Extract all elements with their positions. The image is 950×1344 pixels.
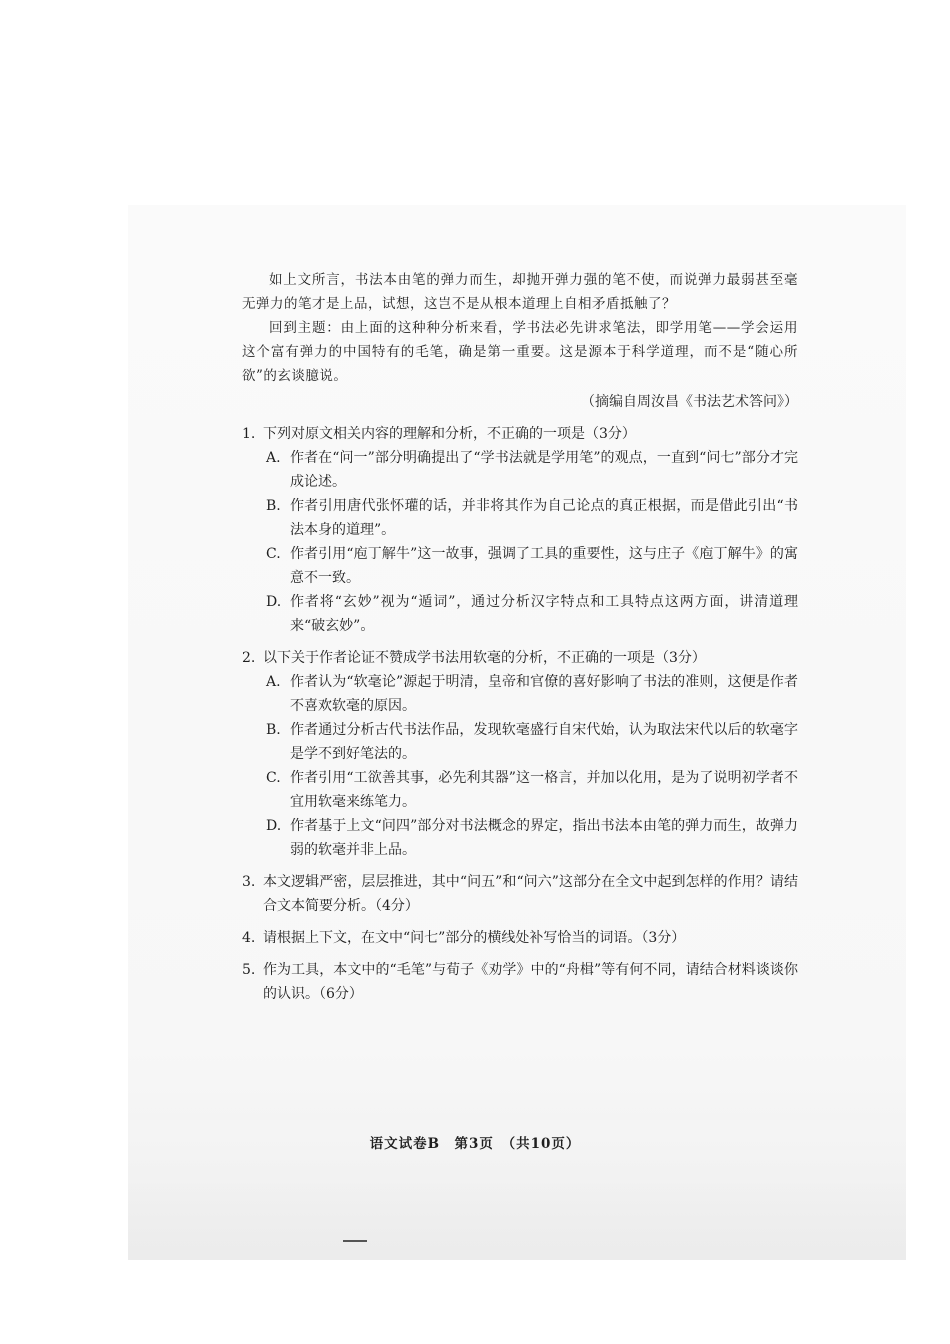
option-c bbox=[266, 542, 798, 590]
scan-mark bbox=[343, 1240, 367, 1242]
question-number: 4. bbox=[242, 930, 256, 946]
option-text: 作者在“问一”部分明确提出了“学书法就是学用笔”的观点，一直到“问七”部分才完成论述。 bbox=[290, 450, 798, 490]
option-text: 作者认为“软毫论”源起于明清，皇帝和官僚的喜好影响了书法的准则，这便是作者不喜欢软毫的原因。 bbox=[290, 674, 798, 714]
option-text: 作者基于上文“问四”部分对书法概念的界定，指出书法本由笔的弹力而生，故弹力弱的软毫并非上品。 bbox=[290, 818, 798, 858]
page-footer: 语文试卷B 第3页 （共10页） bbox=[369, 1136, 581, 1152]
option-letter: B. bbox=[266, 722, 281, 738]
question-stem: 本文逻辑严密，层层推进，其中“问五”和“问六”这部分在全文中起到怎样的作用？请结合文本简要分析。（4分） bbox=[263, 874, 798, 914]
passage-paragraph: 如上文所言，书法本由笔的弹力而生，却抛开弹力强的笔不使，而说弹力最弱甚至毫无弹力的笔才是上品，试想，这岂不是从根本道理上自相矛盾抵触了？ bbox=[242, 272, 798, 312]
option-letter: C. bbox=[266, 546, 281, 562]
option-letter: B. bbox=[266, 498, 281, 514]
question-number: 5. bbox=[242, 962, 256, 978]
passage-source: （摘编自周汝昌《书法艺术答问》） bbox=[581, 394, 798, 410]
option-list bbox=[266, 670, 798, 862]
scan-shadow bbox=[128, 1175, 906, 1260]
question-3 bbox=[242, 870, 798, 918]
option-letter: D. bbox=[266, 818, 282, 834]
question-number: 2. bbox=[242, 650, 256, 666]
question-5 bbox=[242, 958, 798, 1006]
question-stem: 请根据上下文，在文中“问七”部分的横线处补写恰当的词语。（3分） bbox=[263, 930, 686, 946]
option-a bbox=[266, 446, 798, 494]
option-text: 作者引用“工欲善其事，必先利其器”这一格言，并加以化用，是为了说明初学者不宜用软毫来练笔力。 bbox=[290, 770, 798, 810]
option-letter: C. bbox=[266, 770, 281, 786]
question-stem: 下列对原文相关内容的理解和分析，不正确的一项是（3分） bbox=[263, 426, 636, 442]
option-text: 作者引用“庖丁解牛”这一故事，强调了工具的重要性，这与庄子《庖丁解牛》的寓意不一致。 bbox=[290, 546, 798, 586]
question-2 bbox=[242, 646, 798, 862]
option-letter: A. bbox=[266, 674, 281, 690]
option-b bbox=[266, 718, 798, 766]
question-4 bbox=[242, 926, 798, 950]
option-list bbox=[266, 446, 798, 638]
option-letter: A. bbox=[266, 450, 281, 466]
option-d bbox=[266, 590, 798, 638]
question-list bbox=[242, 422, 798, 1006]
option-b bbox=[266, 494, 798, 542]
option-letter: D. bbox=[266, 594, 282, 610]
passage-paragraph: 回到主题：由上面的这种种分析来看，学书法必先讲求笔法，即学用笔——学会运用这个富有弹力的中国特有的毛笔，确是第一重要。这是源本于科学道理，而不是“随心所欲”的玄谈臆说。 bbox=[242, 320, 798, 384]
option-d bbox=[266, 814, 798, 862]
option-a bbox=[266, 670, 798, 718]
exam-content bbox=[242, 268, 798, 1006]
question-stem: 以下关于作者论证不赞成学书法用软毫的分析，不正确的一项是（3分） bbox=[263, 650, 706, 666]
option-text: 作者引用唐代张怀瓘的话，并非将其作为自己论点的真正根据，而是借此引出“书法本身的道理”。 bbox=[290, 498, 798, 538]
question-stem: 作为工具，本文中的“毛笔”与荀子《劝学》中的“舟楫”等有何不同，请结合材料谈谈你的认识。（6分） bbox=[263, 962, 798, 1002]
question-number: 3. bbox=[242, 874, 256, 890]
option-c bbox=[266, 766, 798, 814]
question-number: 1. bbox=[242, 426, 256, 442]
option-text: 作者通过分析古代书法作品，发现软毫盛行自宋代始，认为取法宋代以后的软毫字是学不到好笔法的。 bbox=[290, 722, 798, 762]
option-text: 作者将“玄妙”视为“遁词”，通过分析汉字特点和工具特点这两方面，讲清道理来“破玄妙”。 bbox=[290, 594, 798, 634]
question-1 bbox=[242, 422, 798, 638]
